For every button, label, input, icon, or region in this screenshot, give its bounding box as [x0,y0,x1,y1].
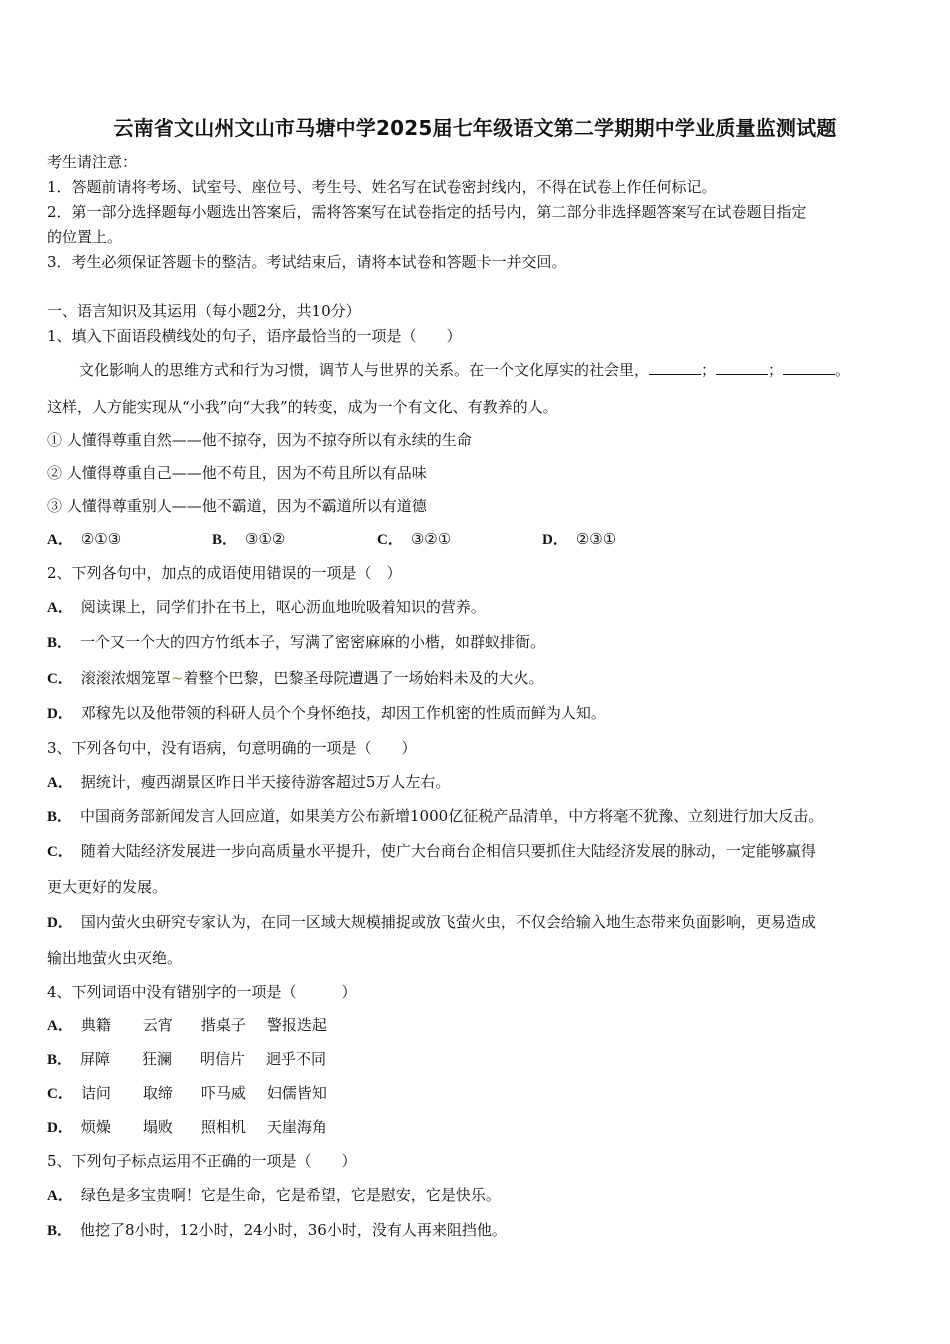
q1-blank-2 [716,360,768,375]
q1-passage-line1 [47,360,850,380]
q2-option-c: C． 滚滚浓烟笼罩~着整个巴黎，巴黎圣母院遭遇了一场始料未及的大火。 [47,669,544,687]
q4-option-d: D． 烦燥 塌败 照相机 天崖海角 [47,1118,327,1136]
q4-option-c: C． 诘问 取缔 吓马威 妇儒皆知 [47,1084,327,1102]
emphasis-mark: ~ [170,669,184,687]
notice-item-3: 3．考生必须保证答题卡的整洁。考试结束后，请将本试卷和答题卡一并交回。 [47,253,567,271]
q1-sep-1: ； [701,361,717,379]
q1-sentence-2: ② 人懂得尊重自己——他不苟且，因为不苟且所以有品味 [47,464,427,482]
q3-option-d-cont: 输出地萤火虫灭绝。 [47,949,183,967]
q1-passage-text: 文化影响人的思维方式和行为习惯，调节人与世界的关系。在一个文化厚实的社会里， [79,361,650,379]
q3-stem: 3、下列各句中，没有语病，句意明确的一项是（ ） [47,739,417,757]
q1-blank-3 [783,360,835,375]
q1-passage-line2: 这样，人方能实现从“小我”向“大我”的转变，成为一个有文化、有教养的人。 [47,398,558,416]
q4-option-a: A． 典籍 云宵 揩桌子 警报迭起 [47,1016,327,1034]
q5-option-a: A． 绿色是多宝贵啊！它是生命，它是希望，它是慰安，它是快乐。 [47,1186,501,1204]
notice-heading: 考生请注意： [47,153,138,171]
q5-option-b: B． 他挖了8小时，12小时，24小时，36小时，没有人再来阻挡他。 [47,1221,507,1239]
notice-item-2-cont: 的位置上。 [47,228,123,246]
q1-option-a: A． ②①③ [47,530,122,548]
section-heading: 一、语言知识及其运用（每小题2分，共10分） [47,302,361,320]
q2-option-d: D． 邓稼先以及他带领的科研人员个个身怀绝技，却因工作机密的性质而鲜为人知。 [47,704,606,722]
q1-sep-2: ； [768,361,784,379]
q3-option-c-cont: 更大更好的发展。 [47,878,168,896]
q1-sentence-1: ① 人懂得尊重自然——他不掠夺，因为不掠夺所以有永续的生命 [47,431,472,449]
notice-item-2: 2．第一部分选择题每小题选出答案后，需将答案写在试卷指定的括号内，第二部分非选择题答案写在试卷题目指定 [47,203,807,221]
q2-stem: 2、下列各句中，加点的成语使用错误的一项是（ ） [47,564,402,582]
q5-stem: 5、下列句子标点运用不正确的一项是（ ） [47,1152,357,1170]
q4-option-b: B． 屏障 狂澜 明信片 迥乎不同 [47,1050,327,1068]
notice-item-1: 1．答题前请将考场、试室号、座位号、考生号、姓名写在试卷密封线内，不得在试卷上作任何标记。 [47,178,717,196]
q1-stem: 1、填入下面语段横线处的句子，语序最恰当的一项是（ ） [47,327,462,345]
q1-end: 。 [835,361,851,379]
q1-option-d: D． ②③① [542,530,617,548]
q3-option-a: A． 据统计，瘦西湖景区昨日半天接待游客超过5万人左右。 [47,773,451,791]
q1-option-c: C． ③②① [377,530,452,548]
page-title: 云南省文山州文山市马塘中学2025届七年级语文第二学期期中学业质量监测试题 [113,116,837,140]
q1-sentence-3: ③ 人懂得尊重别人——他不霸道，因为不霸道所以有道德 [47,497,427,515]
q2-option-b: B． 一个又一个大的四方竹纸本子，写满了密密麻麻的小楷，如群蚁排衙。 [47,633,546,651]
q3-option-d: D． 国内萤火虫研究专家认为，在同一区域大规模捕捉或放飞萤火虫，不仅会给输入地生态带来负面影响，更易造成 [47,913,816,931]
q4-stem: 4、下列词语中没有错别字的一项是（ ） [47,983,357,1001]
q3-option-b: B． 中国商务部新闻发言人回应道，如果美方公布新增1000亿征税产品清单，中方将毫不犹豫、立刻进行加大反击。 [47,807,824,825]
q3-option-c: C． 随着大陆经济发展进一步向高质量水平提升，使广大台商台企相信只要抓住大陆经济发展的脉动，一定能够赢得 [47,842,816,860]
q1-blank-1 [649,360,701,375]
q2-option-a: A． 阅读课上，同学们扑在书上，呕心沥血地吮吸着知识的营养。 [47,598,486,616]
q1-option-b: B． ③①② [212,530,286,548]
